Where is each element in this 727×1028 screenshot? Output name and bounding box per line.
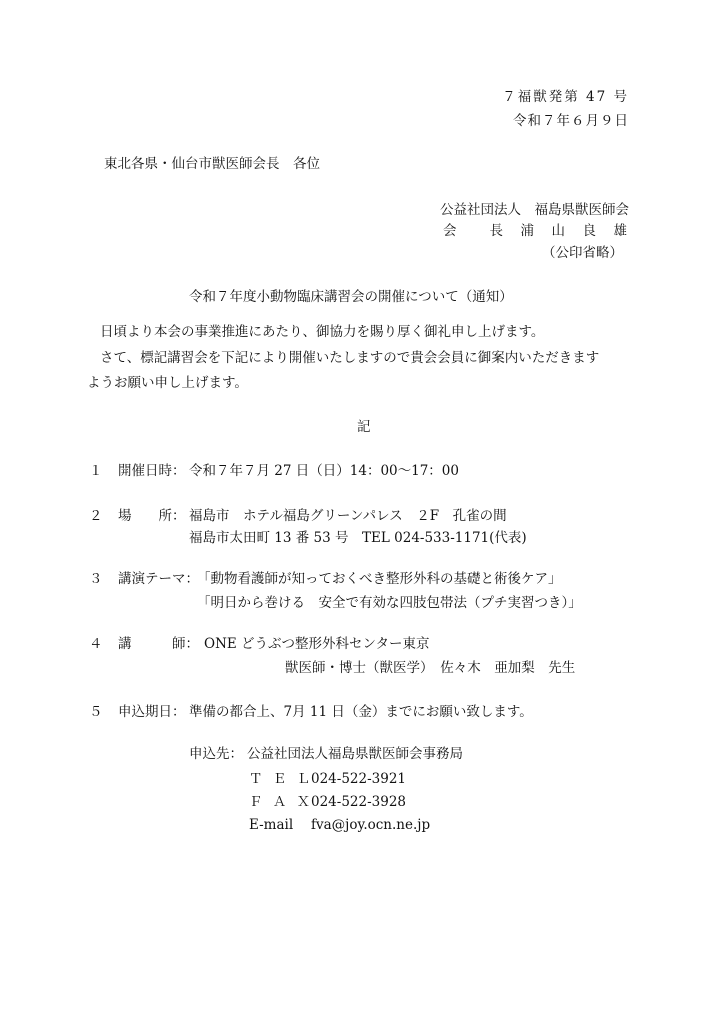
item-4-label: 講 師： (118, 636, 199, 652)
contact-organization: 公益社団法人福島県獣医師会事務局 (247, 746, 463, 762)
item-3-label: 講演テーマ： (118, 571, 199, 587)
item-5-value: 準備の都合上、7月 11 日（金）までにお願い致します。 (189, 704, 533, 720)
item-5-number: ５ (89, 704, 103, 720)
contact-email: fva@joy.ocn.ne.jp (311, 817, 431, 833)
ki-heading: 記 (357, 419, 371, 435)
item-3-value-line-2: 「明日から巻ける 安全で有効な四肢包帯法（プチ実習つき）」 (197, 595, 582, 611)
recipient: 東北各県・仙台市獣医師会長 各位 (104, 156, 320, 172)
document-title: 令和７年度小動物臨床講習会の開催について（通知） (189, 289, 513, 305)
item-2-label: 場 所： (118, 508, 186, 524)
contact-tel-label: Ｔ Ｅ Ｌ (249, 771, 314, 787)
item-2-number: ２ (89, 508, 103, 524)
body-paragraph-2-line-1: さて、標記講習会を下記により開催いたしますので貴会会員に御案内いただきます (100, 350, 600, 366)
contact-fax-label: Ｆ Ａ Ｘ (249, 794, 314, 810)
body-paragraph-1: 日頃より本会の事業推進にあたり、御協力を賜り厚く御礼申し上げます。 (100, 324, 545, 340)
item-2-value-line-2: 福島市太田町 13 番 53 号 TEL 024-533-1171(代表) (189, 530, 527, 546)
item-4-value-line-2: 獣医師・博士（獣医学） 佐々木 亜加梨 先生 (285, 660, 576, 676)
document-number: ７福獣発第 47 号 (502, 89, 629, 105)
item-4-value-line-1: ONE どうぶつ整形外科センター東京 (204, 636, 430, 652)
document-date: 令和７年６月９日 (513, 113, 629, 129)
item-3-value-line-1: 「動物看護師が知っておくべき整形外科の基礎と術後ケア」 (197, 571, 562, 587)
item-2-value-line-1: 福島市 ホテル福島グリーンパレス ２F 孔雀の間 (189, 508, 507, 524)
sender-president: 会 長 浦 山 良 雄 (443, 223, 629, 239)
body-paragraph-2-line-2: ようお願い申し上げます。 (87, 375, 248, 391)
contact-fax: 024-522-3928 (311, 794, 407, 810)
contact-email-label: E-mail (249, 817, 294, 833)
item-5-label: 申込期日： (118, 704, 186, 720)
contact-tel: 024-522-3921 (311, 771, 407, 787)
item-4-number: ４ (89, 636, 103, 652)
item-1-label: 開催日時： (118, 463, 186, 479)
sender-organization: 公益社団法人 福島県獣医師会 (440, 202, 629, 218)
item-1-value: 令和７年７月 27 日（日）14：00～17：00 (189, 463, 459, 479)
contact-label: 申込先： (189, 746, 243, 762)
seal-omitted-note: （公印省略） (542, 245, 623, 261)
item-3-number: ３ (89, 571, 103, 587)
item-1-number: １ (89, 463, 103, 479)
